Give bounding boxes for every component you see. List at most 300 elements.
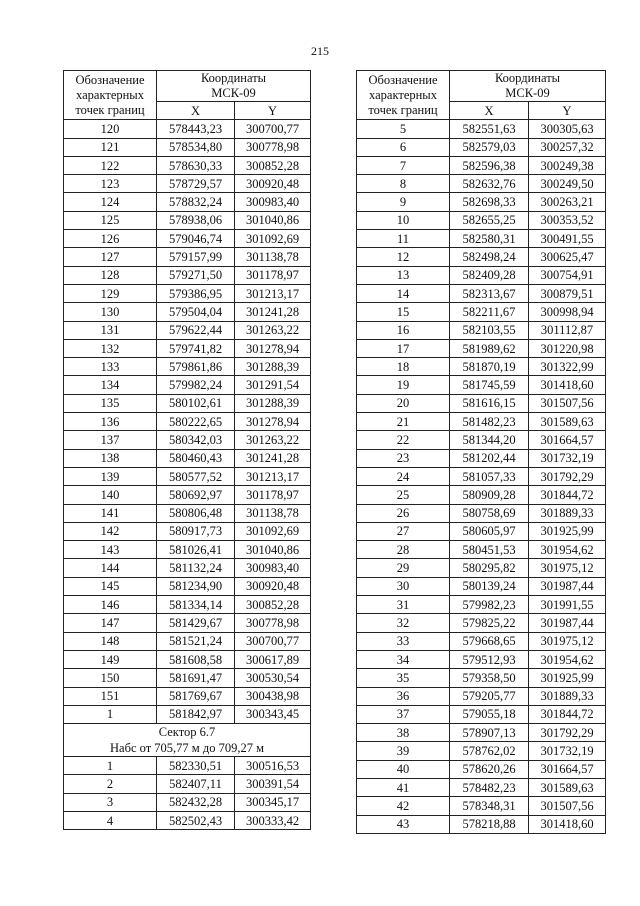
y-value: 301889,33 [529, 687, 606, 705]
x-value: 581616,15 [450, 394, 529, 412]
table-row [357, 577, 606, 595]
header-y: Y [529, 102, 606, 120]
x-value: 579205,77 [450, 687, 529, 705]
x-value: 580692,97 [157, 486, 235, 504]
point-id: 124 [64, 193, 157, 211]
table-row [357, 559, 606, 577]
x-value: 580577,52 [157, 467, 235, 485]
x-value: 581842,97 [157, 705, 235, 723]
table-row [357, 120, 606, 138]
table-row [357, 394, 606, 412]
y-value: 300998,94 [529, 303, 606, 321]
table-row [357, 632, 606, 650]
point-id: 121 [64, 138, 157, 156]
header-point-label [64, 71, 157, 120]
x-value: 582579,03 [450, 138, 529, 156]
point-id: 9 [357, 193, 450, 211]
y-value: 300263,21 [529, 193, 606, 211]
x-value: 580909,28 [450, 486, 529, 504]
table-row [64, 394, 311, 412]
point-id: 41 [357, 778, 450, 796]
point-id: 25 [357, 486, 450, 504]
table-row [357, 413, 606, 431]
table-row [357, 266, 606, 284]
point-id: 122 [64, 156, 157, 174]
x-value: 582698,33 [450, 193, 529, 211]
y-value: 301664,57 [529, 431, 606, 449]
y-value: 301213,17 [235, 284, 311, 302]
y-value: 301263,22 [235, 321, 311, 339]
table-row [64, 230, 311, 248]
table-row [64, 669, 311, 687]
y-value: 300983,40 [235, 193, 311, 211]
point-id: 26 [357, 504, 450, 522]
x-value: 578938,06 [157, 211, 235, 229]
point-id: 126 [64, 230, 157, 248]
x-value: 581482,23 [450, 413, 529, 431]
y-value: 301112,87 [529, 321, 606, 339]
table-row [64, 614, 311, 632]
x-value: 579861,86 [157, 358, 235, 376]
x-value: 580917,73 [157, 522, 235, 540]
table-row [64, 486, 311, 504]
header-coordinates-label [157, 71, 311, 102]
header-y: Y [235, 102, 311, 120]
point-id: 15 [357, 303, 450, 321]
x-value: 578630,33 [157, 156, 235, 174]
point-id: 133 [64, 358, 157, 376]
point-id: 13 [357, 266, 450, 284]
x-value: 582103,55 [450, 321, 529, 339]
table-row [64, 431, 311, 449]
x-value: 580102,61 [157, 394, 235, 412]
point-id: 37 [357, 705, 450, 723]
x-value: 579504,04 [157, 303, 235, 321]
x-value: 582551,63 [450, 120, 529, 138]
table-row [357, 303, 606, 321]
y-value: 300516,53 [235, 757, 311, 775]
table-row [64, 120, 311, 138]
point-id: 31 [357, 596, 450, 614]
x-value: 582580,31 [450, 230, 529, 248]
x-value: 582502,43 [157, 811, 235, 829]
y-value: 301263,22 [235, 431, 311, 449]
y-value: 301291,54 [235, 376, 311, 394]
point-id: 43 [357, 815, 450, 833]
x-value: 581769,67 [157, 687, 235, 705]
point-id: 28 [357, 541, 450, 559]
point-id: 19 [357, 376, 450, 394]
y-value: 301288,39 [235, 394, 311, 412]
table-row [357, 778, 606, 796]
y-value: 300249,50 [529, 175, 606, 193]
x-value: 582211,67 [450, 303, 529, 321]
table-row [357, 687, 606, 705]
point-id: 6 [357, 138, 450, 156]
y-value: 301954,62 [529, 541, 606, 559]
y-value: 300700,77 [235, 632, 311, 650]
table-row [357, 321, 606, 339]
y-value: 301664,57 [529, 760, 606, 778]
x-value: 581344,20 [450, 431, 529, 449]
point-id: 18 [357, 358, 450, 376]
table-row [357, 138, 606, 156]
point-id: 2 [64, 775, 157, 793]
y-value: 301844,72 [529, 705, 606, 723]
y-value: 301418,60 [529, 376, 606, 394]
table-row [64, 793, 311, 811]
coordinates-table-left [63, 70, 311, 830]
x-value: 579386,95 [157, 284, 235, 302]
y-value: 301991,55 [529, 596, 606, 614]
table-row [357, 230, 606, 248]
x-value: 580806,48 [157, 504, 235, 522]
y-value: 301975,12 [529, 559, 606, 577]
x-value: 582498,24 [450, 248, 529, 266]
point-id: 34 [357, 650, 450, 668]
x-value: 578534,80 [157, 138, 235, 156]
x-value: 581989,62 [450, 339, 529, 357]
x-value: 580451,53 [450, 541, 529, 559]
point-id: 30 [357, 577, 450, 595]
x-value: 579055,18 [450, 705, 529, 723]
point-id: 131 [64, 321, 157, 339]
y-value: 300305,63 [529, 120, 606, 138]
point-id: 143 [64, 541, 157, 559]
x-value: 581745,59 [450, 376, 529, 394]
table-row [357, 650, 606, 668]
table-row [64, 193, 311, 211]
sector-title: Сектор 6.7 [158, 725, 216, 740]
table-row [64, 522, 311, 540]
y-value: 301178,97 [235, 486, 311, 504]
y-value: 300920,48 [235, 577, 311, 595]
sector-header-row [64, 724, 311, 757]
point-id: 21 [357, 413, 450, 431]
point-id: 141 [64, 504, 157, 522]
x-value: 581057,33 [450, 467, 529, 485]
x-value: 581608,58 [157, 650, 235, 668]
point-id: 39 [357, 742, 450, 760]
table-row [64, 687, 311, 705]
x-value: 579622,44 [157, 321, 235, 339]
y-value: 301925,99 [529, 669, 606, 687]
y-value: 301987,44 [529, 614, 606, 632]
y-value: 301138,78 [235, 504, 311, 522]
point-id: 17 [357, 339, 450, 357]
y-value: 301241,28 [235, 449, 311, 467]
y-value: 301278,94 [235, 413, 311, 431]
header-coordinates-line: МСК-09 [211, 86, 256, 100]
y-value: 301954,62 [529, 650, 606, 668]
point-id: 32 [357, 614, 450, 632]
y-value: 300343,45 [235, 705, 311, 723]
header-coordinates-line: Координаты [494, 71, 561, 85]
table-row [357, 669, 606, 687]
point-id: 4 [64, 811, 157, 829]
y-value: 300920,48 [235, 175, 311, 193]
y-value: 301178,97 [235, 266, 311, 284]
point-id: 150 [64, 669, 157, 687]
coordinates-table-right [356, 70, 606, 834]
x-value: 579668,65 [450, 632, 529, 650]
coordinates-table-right-body [357, 71, 606, 834]
y-value: 301987,44 [529, 577, 606, 595]
x-value: 578729,57 [157, 175, 235, 193]
x-value: 578443,23 [157, 120, 235, 138]
x-value: 579741,82 [157, 339, 235, 357]
header-point-label-line: точек границ [75, 102, 145, 117]
y-value: 300353,52 [529, 211, 606, 229]
x-value: 578832,24 [157, 193, 235, 211]
table-row [357, 522, 606, 540]
point-id: 24 [357, 467, 450, 485]
y-value: 300257,32 [529, 138, 606, 156]
header-x: X [450, 102, 529, 120]
y-value: 301732,19 [529, 449, 606, 467]
point-id: 33 [357, 632, 450, 650]
table-row [64, 449, 311, 467]
y-value: 300530,54 [235, 669, 311, 687]
table-row [64, 632, 311, 650]
x-value: 582330,51 [157, 757, 235, 775]
x-value: 582313,67 [450, 284, 529, 302]
y-value: 300778,98 [235, 138, 311, 156]
y-value: 300754,91 [529, 266, 606, 284]
table-row [64, 321, 311, 339]
table-row [64, 596, 311, 614]
point-id: 142 [64, 522, 157, 540]
table-row [64, 175, 311, 193]
table-row [64, 284, 311, 302]
x-value: 581132,24 [157, 559, 235, 577]
table-row [357, 193, 606, 211]
x-value: 578620,26 [450, 760, 529, 778]
point-id: 138 [64, 449, 157, 467]
x-value: 581202,44 [450, 449, 529, 467]
table-row [357, 797, 606, 815]
table-row [357, 705, 606, 723]
x-value: 582409,28 [450, 266, 529, 284]
point-id: 38 [357, 724, 450, 742]
point-id: 123 [64, 175, 157, 193]
table-row [357, 358, 606, 376]
point-id: 35 [357, 669, 450, 687]
x-value: 578762,02 [450, 742, 529, 760]
table-row [64, 705, 311, 723]
table-row [357, 376, 606, 394]
point-id: 12 [357, 248, 450, 266]
table-row [357, 431, 606, 449]
y-value: 301507,56 [529, 394, 606, 412]
point-id: 151 [64, 687, 157, 705]
header-point-label-line: характерных [369, 87, 437, 102]
table-row [64, 775, 311, 793]
table-row [64, 138, 311, 156]
y-value: 301732,19 [529, 742, 606, 760]
point-id: 145 [64, 577, 157, 595]
y-value: 301092,69 [235, 522, 311, 540]
table-row [64, 413, 311, 431]
table-row [357, 156, 606, 174]
table-row [357, 339, 606, 357]
table-row [357, 504, 606, 522]
x-value: 579046,74 [157, 230, 235, 248]
y-value: 300333,42 [235, 811, 311, 829]
table-row [64, 266, 311, 284]
x-value: 580460,43 [157, 449, 235, 467]
y-value: 301322,99 [529, 358, 606, 376]
sector-subtitle: Набс от 705,77 м до 709,27 м [110, 741, 264, 756]
table-row [64, 248, 311, 266]
y-value: 301040,86 [235, 541, 311, 559]
header-point-label-line: Обозначение [368, 72, 438, 87]
header-point-label-line: Обозначение [75, 72, 145, 87]
point-id: 20 [357, 394, 450, 412]
table-row [64, 339, 311, 357]
x-value: 579512,93 [450, 650, 529, 668]
x-value: 582432,28 [157, 793, 235, 811]
coordinates-table-left-body [64, 71, 311, 830]
point-id: 144 [64, 559, 157, 577]
table-row [64, 467, 311, 485]
x-value: 579271,50 [157, 266, 235, 284]
y-value: 301418,60 [529, 815, 606, 833]
x-value: 581521,24 [157, 632, 235, 650]
y-value: 301278,94 [235, 339, 311, 357]
point-id: 130 [64, 303, 157, 321]
y-value: 301792,29 [529, 724, 606, 742]
header-point-label-line: характерных [76, 87, 144, 102]
table-row [357, 596, 606, 614]
y-value: 301589,63 [529, 778, 606, 796]
y-value: 300391,54 [235, 775, 311, 793]
point-id: 36 [357, 687, 450, 705]
y-value: 300491,55 [529, 230, 606, 248]
x-value: 580222,65 [157, 413, 235, 431]
x-value: 580758,69 [450, 504, 529, 522]
point-id: 139 [64, 467, 157, 485]
x-value: 578482,23 [450, 778, 529, 796]
x-value: 578348,31 [450, 797, 529, 815]
x-value: 581234,90 [157, 577, 235, 595]
point-id: 120 [64, 120, 157, 138]
x-value: 579358,50 [450, 669, 529, 687]
sector-header [64, 724, 311, 757]
table-row [64, 650, 311, 668]
point-id: 137 [64, 431, 157, 449]
y-value: 300879,51 [529, 284, 606, 302]
x-value: 581870,19 [450, 358, 529, 376]
point-id: 14 [357, 284, 450, 302]
table-row [64, 577, 311, 595]
point-id: 42 [357, 797, 450, 815]
table-row [357, 248, 606, 266]
x-value: 580342,03 [157, 431, 235, 449]
table-row [357, 211, 606, 229]
point-id: 10 [357, 211, 450, 229]
point-id: 3 [64, 793, 157, 811]
table-row [357, 486, 606, 504]
header-coordinates-line: Координаты [200, 71, 267, 85]
table-row [357, 760, 606, 778]
y-value: 300983,40 [235, 559, 311, 577]
header-coordinates-line: МСК-09 [505, 86, 550, 100]
point-id: 135 [64, 394, 157, 412]
table-row [64, 156, 311, 174]
table-row [357, 541, 606, 559]
point-id: 16 [357, 321, 450, 339]
point-id: 1 [64, 757, 157, 775]
y-value: 300852,28 [235, 156, 311, 174]
point-id: 7 [357, 156, 450, 174]
x-value: 581691,47 [157, 669, 235, 687]
table-row [357, 614, 606, 632]
x-value: 581429,67 [157, 614, 235, 632]
point-id: 127 [64, 248, 157, 266]
point-id: 132 [64, 339, 157, 357]
y-value: 300778,98 [235, 614, 311, 632]
point-id: 27 [357, 522, 450, 540]
point-id: 11 [357, 230, 450, 248]
point-id: 125 [64, 211, 157, 229]
table-row [64, 358, 311, 376]
header-point-label [357, 71, 450, 120]
table-row [64, 811, 311, 829]
point-id: 147 [64, 614, 157, 632]
x-value: 582655,25 [450, 211, 529, 229]
x-value: 582632,76 [450, 175, 529, 193]
table-row [64, 541, 311, 559]
y-value: 301092,69 [235, 230, 311, 248]
x-value: 580295,82 [450, 559, 529, 577]
x-value: 581026,41 [157, 541, 235, 559]
y-value: 301138,78 [235, 248, 311, 266]
y-value: 301792,29 [529, 467, 606, 485]
point-id: 40 [357, 760, 450, 778]
table-row [357, 175, 606, 193]
table-row [357, 815, 606, 833]
y-value: 301925,99 [529, 522, 606, 540]
y-value: 301040,86 [235, 211, 311, 229]
point-id: 23 [357, 449, 450, 467]
y-value: 301844,72 [529, 486, 606, 504]
y-value: 300617,89 [235, 650, 311, 668]
y-value: 300852,28 [235, 596, 311, 614]
table-row [357, 284, 606, 302]
y-value: 300700,77 [235, 120, 311, 138]
table-row [357, 742, 606, 760]
point-id: 134 [64, 376, 157, 394]
table-row [64, 211, 311, 229]
y-value: 301288,39 [235, 358, 311, 376]
header-coordinates-label [450, 71, 606, 102]
point-id: 29 [357, 559, 450, 577]
header-point-label-line: точек границ [368, 102, 438, 117]
table-row [357, 449, 606, 467]
x-value: 580605,97 [450, 522, 529, 540]
table-row [357, 724, 606, 742]
x-value: 579982,24 [157, 376, 235, 394]
y-value: 301975,12 [529, 632, 606, 650]
header-x: X [157, 102, 235, 120]
point-id: 22 [357, 431, 450, 449]
point-id: 140 [64, 486, 157, 504]
point-id: 1 [64, 705, 157, 723]
table-row [357, 467, 606, 485]
x-value: 579825,22 [450, 614, 529, 632]
x-value: 579157,99 [157, 248, 235, 266]
